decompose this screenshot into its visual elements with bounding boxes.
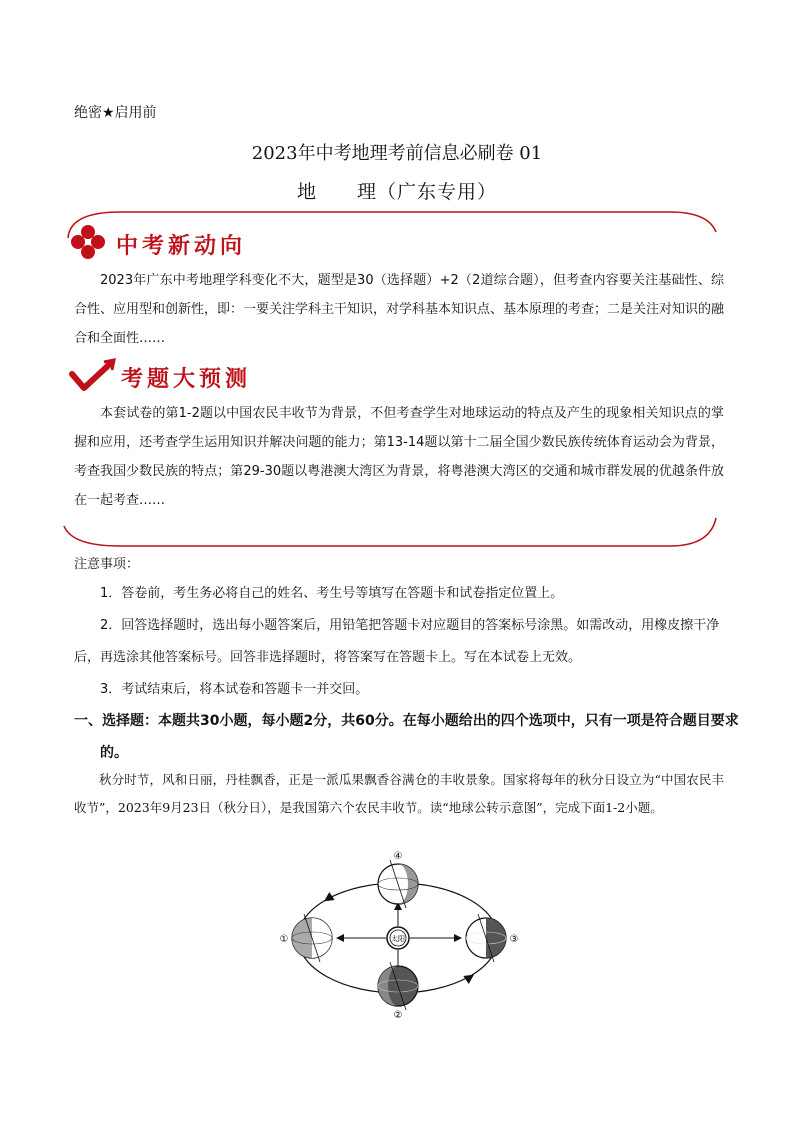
subject-part-b: 理（广东专用）	[357, 181, 498, 203]
trends-paragraph: 2023年广东中考地理学科变化不大，题型是30（选择题）+2（2道综合题），但考查内容要关注基础性、综合性、应用型和创新性，即：一要关注学科主干知识，对学科基本知识点、基本原理的考查；二是关注对知识的融合和全面性……	[74, 273, 725, 346]
flower-icon	[66, 224, 112, 260]
earth-position-1	[280, 914, 332, 962]
notice-item-3: 3．考试结束后，将本试卷和答题卡一并交回。	[100, 682, 369, 697]
earth-position-2	[378, 962, 418, 1021]
svg-text:①: ①	[279, 934, 289, 945]
notice-item-2: 2．回答选择题时，选出每小题答案后，用铅笔把答题卡对应题目的答案标号涂黑。如需改动，用橡皮擦干净后，再选涂其他答案标号。回答非选择题时，将答案写在答题卡上。写在本试卷上无效。	[74, 618, 720, 665]
section-heading-choice: 一、选择题：本题共30小题，每小题2分，共60分。在每小题给出的四个选项中，只有一项是符合题目要求的。	[74, 713, 739, 761]
question-intro: 秋分时节，风和日丽，丹桂飘香，正是一派瓜果飘香谷满仓的丰收景象。国家将每年的秋分日设立为“中国农民丰收节”，2023年9月23日（秋分日），是我国第六个农民丰收节。读“地球公转示意图”，完成下面1-2小题。	[74, 772, 724, 815]
svg-text:④: ④	[393, 851, 403, 862]
exam-subject	[0, 177, 794, 204]
svg-text:②: ②	[393, 1010, 403, 1021]
subject-part-a: 地	[296, 181, 317, 203]
secret-mark: 绝密★启用前	[74, 105, 157, 121]
earth-position-4	[378, 851, 418, 908]
checkmark-icon	[68, 358, 118, 394]
trends-heading: 中考新动向	[116, 234, 247, 259]
sun-label: 太阳	[391, 935, 405, 943]
svg-text:③: ③	[509, 934, 519, 945]
exam-title: 2023年中考地理考前信息必刷卷 01	[251, 143, 543, 164]
notice-item-1: 1．答卷前，考生务必将自己的姓名、考生号等填写在答题卡和试卷指定位置上。	[100, 586, 564, 601]
notice-title: 注意事项：	[74, 557, 140, 572]
prediction-heading: 考题大预测	[121, 367, 252, 392]
earth-revolution-diagram	[270, 851, 530, 1021]
earth-position-3	[466, 914, 518, 962]
prediction-paragraph: 本套试卷的第1-2题以中国农民丰收节为背景，不但考查学生对地球运动的特点及产生的现象相关知识点的掌握和应用，还考查学生运用知识并解决问题的能力；第13-14题以第十二届全国少数民族传统体育运动会为背景，考查我国少数民族的特点；第29-30题以粤港澳大湾区为背景，将粤港澳大湾区的交通和城市群发展的优越条件放在一起考查……	[74, 406, 724, 508]
